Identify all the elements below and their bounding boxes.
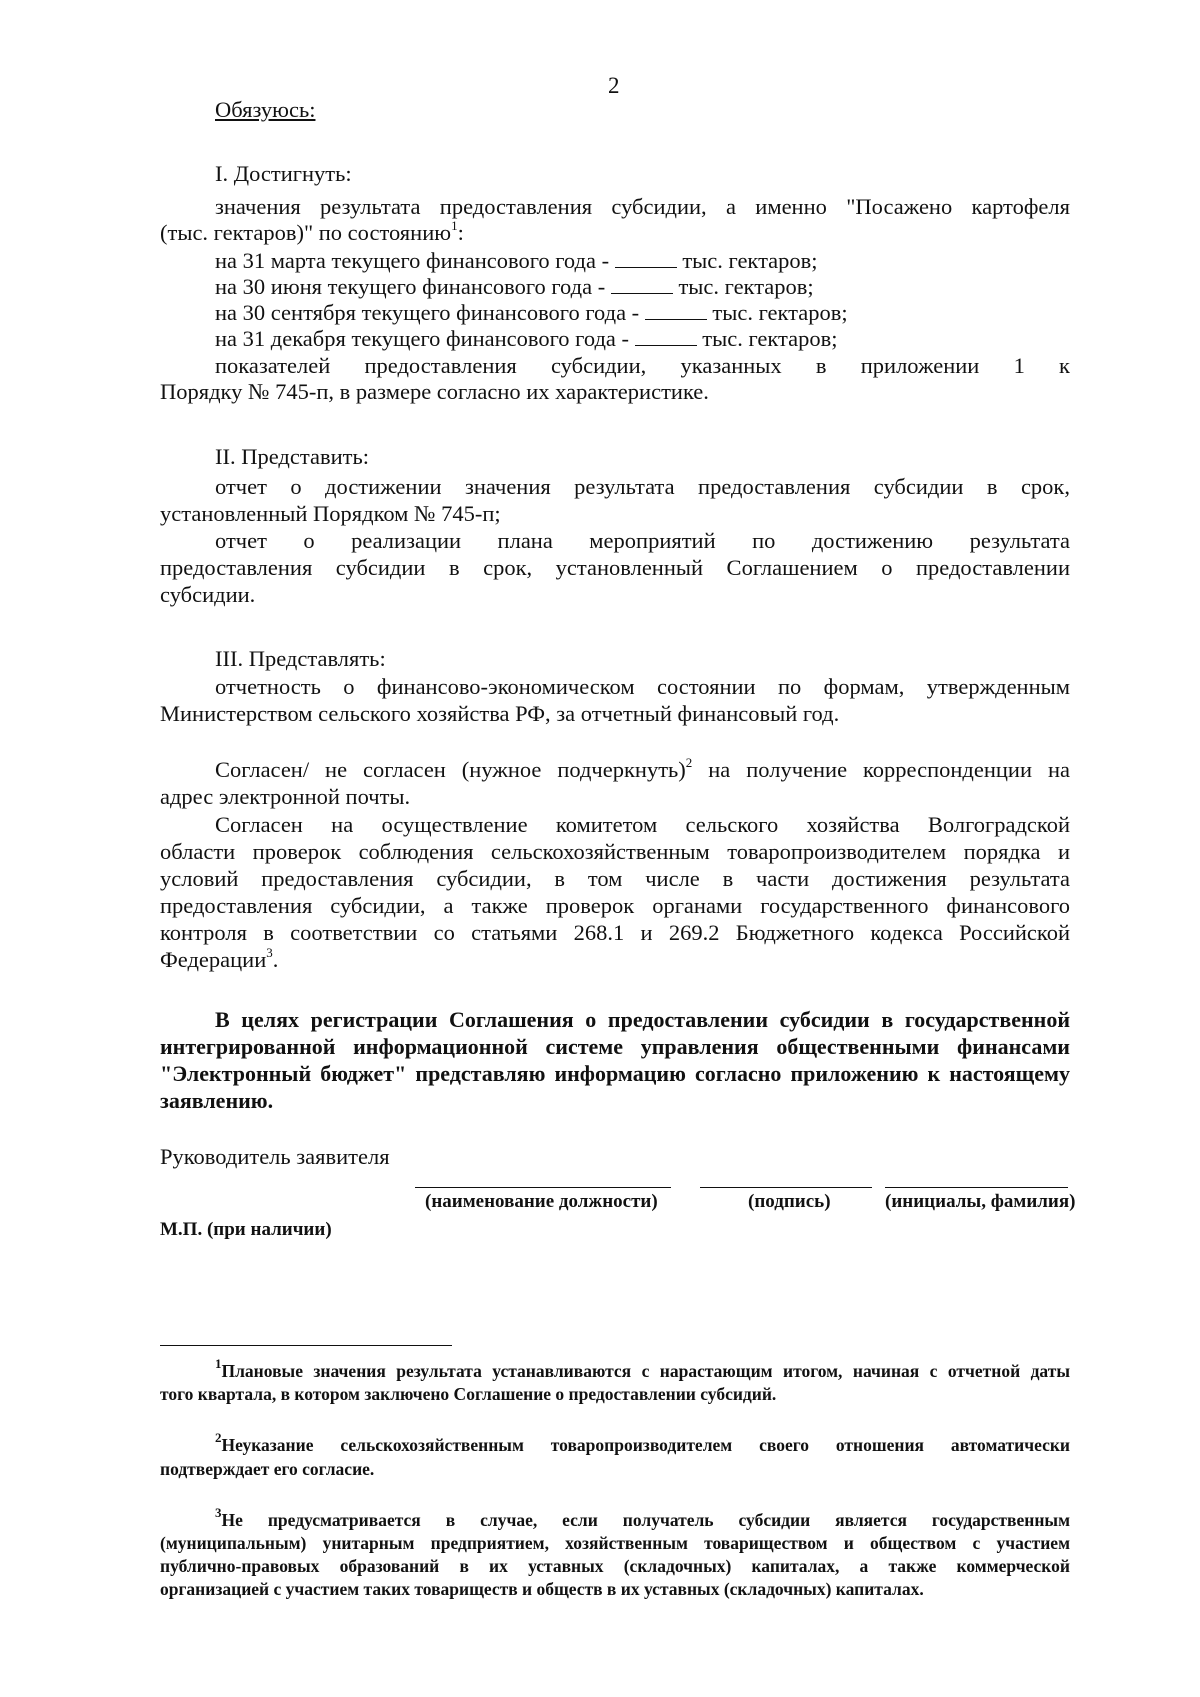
consent-email-line1: Согласен/ не согласен (нужное подчеркнуть)$^2$ на получение корреспонденции на bbox=[215, 754, 1070, 782]
section-submit-p1-line2: установленный Порядком № 745-п; bbox=[160, 501, 501, 526]
section-submit-p1-line1: отчет о достижении значения результата предоставления субсидии в срок, bbox=[215, 474, 1070, 499]
section-achieve-intro-line2: (тыс. гектаров)" по состоянию$^1$: bbox=[160, 217, 464, 245]
position-line[interactable] bbox=[415, 1187, 671, 1188]
section-report-line1: отчетность о финансово-экономическом состоянии по формам, утвержденным bbox=[215, 674, 1070, 699]
indicators-line1: показателей предоставления субсидии, указанных в приложении 1 к bbox=[215, 353, 1070, 378]
footnote-3-line3: публично-правовых образований в их уставных (складочных) капиталах, а также коммерческой bbox=[160, 1556, 1070, 1576]
consent-inspection-line6: Федерации$^3$. bbox=[160, 944, 279, 972]
target-item-september: на 30 сентября текущего финансового года - тыс. гектаров; bbox=[215, 300, 848, 325]
consent-email-line2: адрес электронной почты. bbox=[160, 784, 411, 809]
registration-line2: интегрированной информационной системе управления общественными финансами bbox=[160, 1034, 1070, 1059]
section-submit-p2-line2: предоставления субсидии в срок, установленный Соглашением о предоставлении bbox=[160, 555, 1070, 580]
consent-inspection-line4: предоставления субсидии, а также проверок органами государственного финансового bbox=[160, 893, 1070, 918]
registration-line4: заявлению. bbox=[160, 1088, 274, 1113]
target-value-blank[interactable] bbox=[611, 273, 673, 294]
target-item-december: на 31 декабря текущего финансового года - тыс. гектаров; bbox=[215, 326, 838, 351]
obligation-heading: Обязуюсь: bbox=[215, 97, 316, 122]
indicators-line2: Порядку № 745-п, в размере согласно их характеристике. bbox=[160, 379, 709, 404]
footnote-2-line1: $^2$Неуказание сельскохозяйственным товаропроизводителем своего отношения автоматически bbox=[215, 1430, 1070, 1455]
consent-inspection-line1: Согласен на осуществление комитетом сельского хозяйства Волгоградской bbox=[215, 812, 1070, 837]
target-value-blank[interactable] bbox=[635, 325, 697, 346]
stamp-label: М.П. (при наличии) bbox=[160, 1219, 332, 1240]
head-label: Руководитель заявителя bbox=[160, 1144, 390, 1169]
name-caption: (инициалы, фамилия) bbox=[885, 1191, 1076, 1212]
target-item-june: на 30 июня текущего финансового года - тыс. гектаров; bbox=[215, 274, 814, 299]
registration-line3: "Электронный бюджет" представляю информацию согласно приложению к настоящему bbox=[160, 1061, 1070, 1086]
consent-inspection-line5: контроля в соответствии со статьями 268.1 и 269.2 Бюджетного кодекса Российской bbox=[160, 920, 1070, 945]
footnote-1-line1: $^1$Плановые значения результата устанавливаются с нарастающим итогом, начиная с отчетной даты bbox=[215, 1356, 1070, 1381]
section-achieve-title: I. Достигнуть: bbox=[215, 161, 352, 186]
target-value-blank[interactable] bbox=[615, 247, 677, 268]
section-submit-p2-line3: субсидии. bbox=[160, 582, 256, 607]
consent-inspection-line2: области проверок соблюдения сельскохозяйственным товаропроизводителем порядка и bbox=[160, 839, 1070, 864]
footnote-3-line2: (муниципальным) унитарным предприятием, хозяйственным товариществом и обществом с участием bbox=[160, 1533, 1070, 1553]
footnote-ref-3: 3 bbox=[266, 944, 273, 960]
signature-line[interactable] bbox=[700, 1187, 872, 1188]
footnote-separator bbox=[160, 1345, 452, 1346]
name-line[interactable] bbox=[885, 1187, 1068, 1188]
section-report-line2: Министерством сельского хозяйства РФ, за отчетный финансовый год. bbox=[160, 701, 840, 726]
section-submit-p2-line1: отчет о реализации плана мероприятий по достижению результата bbox=[215, 528, 1070, 553]
footnote-2-line2: подтверждает его согласие. bbox=[160, 1459, 375, 1479]
section-submit-title: II. Представить: bbox=[215, 444, 369, 469]
signature-caption: (подпись) bbox=[748, 1191, 831, 1212]
footnote-ref-2: 2 bbox=[685, 754, 693, 770]
footnote-ref-1: 1 bbox=[451, 217, 458, 233]
section-report-title: III. Представлять: bbox=[215, 646, 386, 671]
footnote-1-line2: того квартала, в котором заключено Соглашение о предоставлении субсидий. bbox=[160, 1384, 777, 1404]
target-item-march: на 31 марта текущего финансового года - тыс. гектаров; bbox=[215, 248, 818, 273]
target-value-blank[interactable] bbox=[645, 299, 707, 320]
footnote-3-line1: $^3$Не предусматривается в случае, если получатель субсидии является государственным bbox=[215, 1505, 1070, 1530]
section-achieve-intro-line1: значения результата предоставления субсидии, а именно "Посажено картофеля bbox=[215, 194, 1070, 219]
page-number: 2 bbox=[608, 73, 620, 98]
position-caption: (наименование должности) bbox=[425, 1191, 658, 1212]
consent-inspection-line3: условий предоставления субсидии, в том числе в части достижения результата bbox=[160, 866, 1070, 891]
footnote-3-line4: организацией с участием таких товариществ и обществ в их уставных (складочных) капиталах. bbox=[160, 1579, 924, 1599]
registration-line1: В целях регистрации Соглашения о предоставлении субсидии в государственной bbox=[215, 1007, 1070, 1032]
